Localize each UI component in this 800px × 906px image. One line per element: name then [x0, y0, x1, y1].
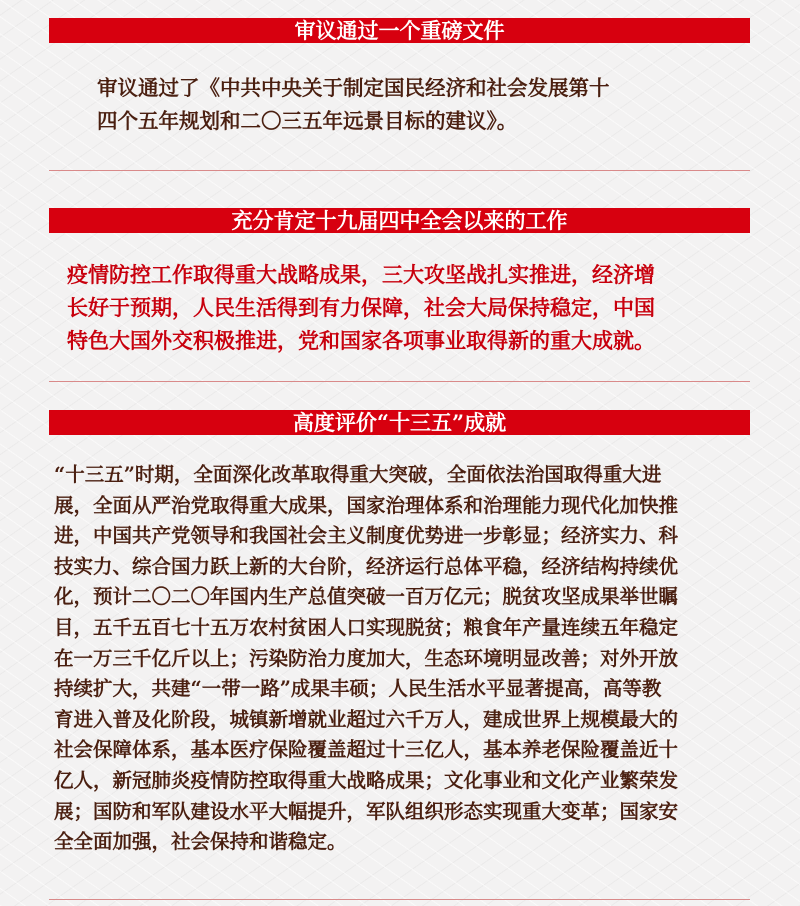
body-line: 亿人，新冠肺炎疫情防控取得重大战略成果；文化事业和文化产业繁荣发 [54, 768, 679, 792]
section-divider [49, 381, 750, 382]
section-2-title-banner: 充分肯定十九届四中全会以来的工作 [49, 208, 750, 233]
body-line: 社会保障体系，基本医疗保险覆盖超过十三亿人，基本养老保险覆盖近十 [54, 738, 679, 762]
body-line: 展；国防和军队建设水平大幅提升，军队组织形态实现重大变革；国家安 [54, 799, 679, 823]
body-line: “十三五”时期，全面深化改革取得重大突破，全面依法治国取得重大进 [54, 463, 662, 486]
body-line: 疫情防控工作取得重大战略成果，三大攻坚战扎实推进，经济增 [67, 262, 655, 287]
section-divider [49, 170, 750, 171]
body-line: 展，全面从严治党取得重大成果，国家治理体系和治理能力现代化加快推 [54, 493, 679, 517]
body-line: 在一万三千亿斤以上；污染防治力度加大，生态环境明显改善；对外开放 [54, 646, 679, 670]
body-line: 目，五千五百七十五万农村贫困人口实现脱贫；粮食年产量连续五年稳定 [54, 615, 679, 639]
body-line: 化，预计二〇二〇年国内生产总值突破一百万亿元；脱贫攻坚成果举世瞩 [54, 585, 679, 609]
body-line: 进，中国共产党领导和我国社会主义制度优势进一步彰显；经济实力、科 [54, 524, 679, 548]
section-2-body [67, 258, 655, 357]
body-line: 特色大国外交积极推进，党和国家各项事业取得新的重大成就。 [67, 328, 655, 353]
body-line: 持续扩大，共建“一带一路”成果丰硕；人民生活水平显著提高，高等教 [54, 677, 662, 701]
section-1-title-banner: 审议通过一个重磅文件 [49, 18, 750, 43]
body-line: 审议通过了《中共中央关于制定国民经济和社会发展第十 [97, 76, 610, 100]
body-line: 技实力、综合国力跃上新的大台阶，经济运行总体平稳，经济结构持续优 [54, 554, 679, 578]
section-3-title-banner: 高度评价“十三五”成就 [49, 410, 750, 435]
body-line: 四个五年规划和二〇三五年远景目标的建议》。 [97, 109, 518, 133]
section-3-body [54, 460, 678, 858]
body-line: 长好于预期，人民生活得到有力保障，社会大局保持稳定，中国 [67, 295, 655, 320]
section-divider [49, 899, 750, 900]
body-line: 全全面加强，社会保持和谐稳定。 [54, 830, 347, 854]
section-1-body [97, 72, 610, 138]
body-line: 育进入普及化阶段，城镇新增就业超过六千万人，建成世界上规模最大的 [54, 707, 679, 731]
